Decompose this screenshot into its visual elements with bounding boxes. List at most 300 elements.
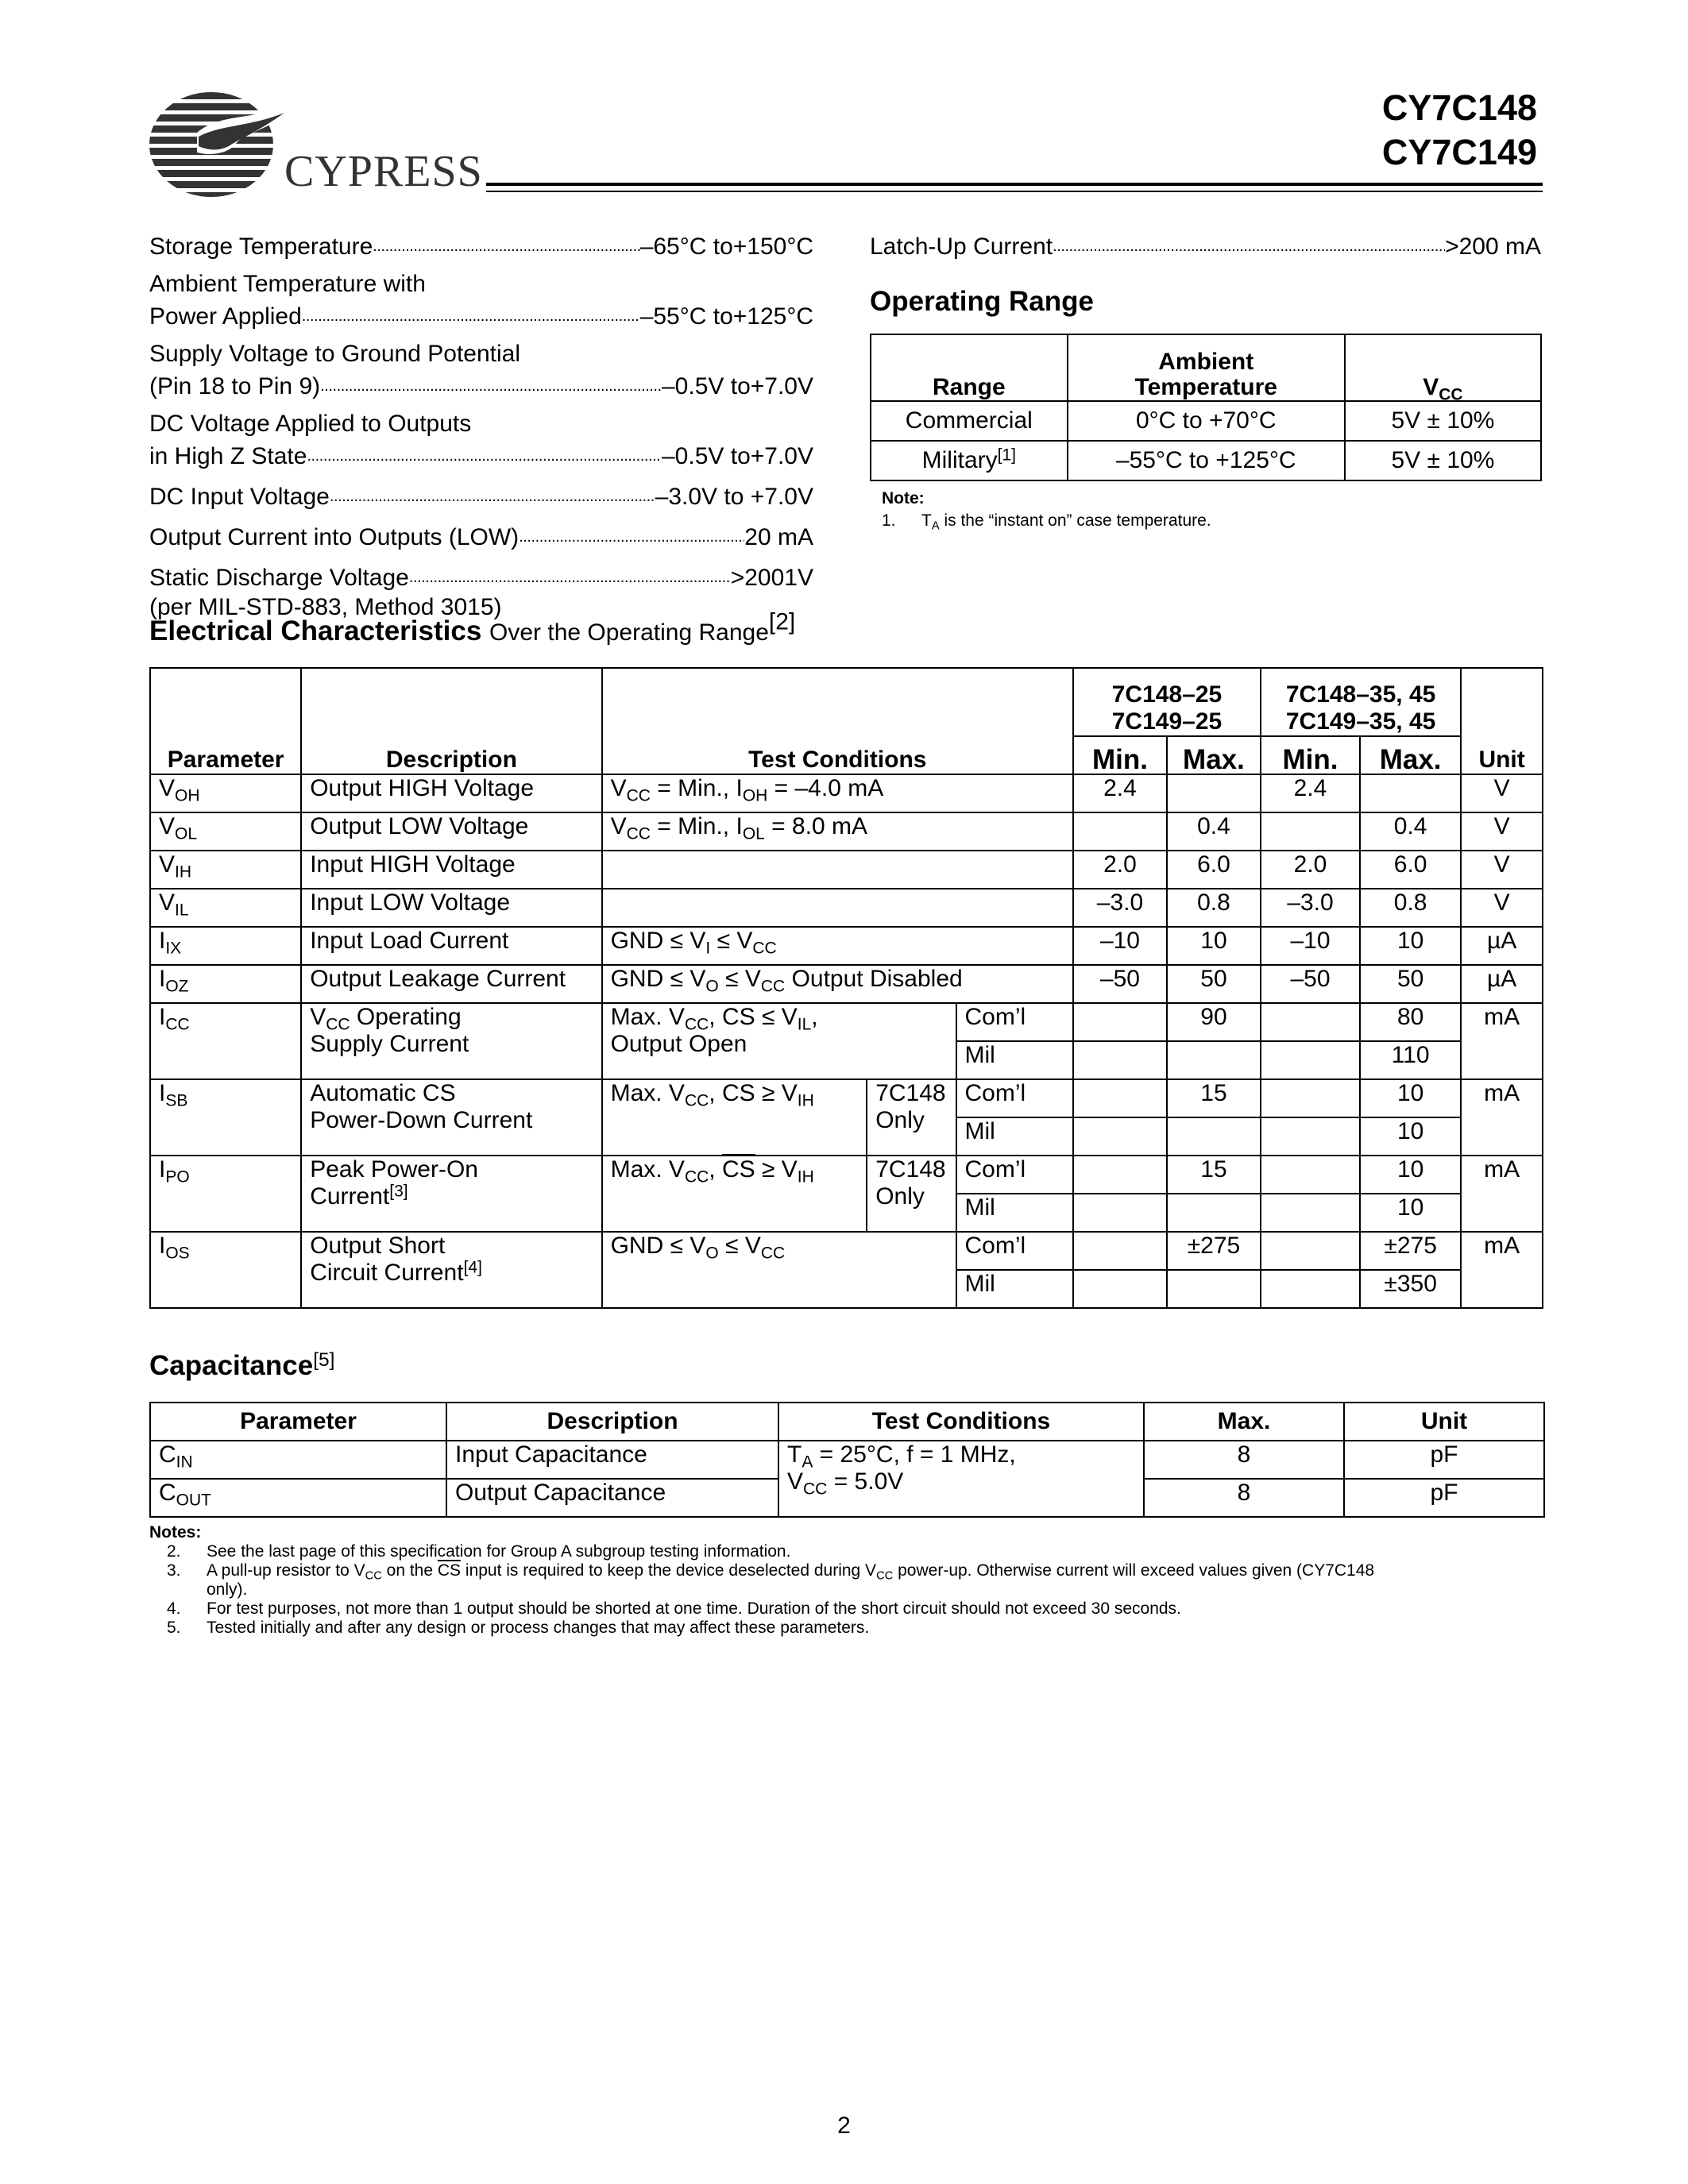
param-symbol: V: [159, 851, 176, 878]
header-ambient: [1068, 334, 1345, 401]
header-parameter: Parameter: [150, 668, 301, 774]
cypress-tree-icon: [149, 89, 292, 200]
cell-parameter: [150, 927, 301, 965]
cell-test-conditions: [778, 1441, 1144, 1517]
param-subscript: OZ: [165, 977, 189, 996]
cell-max: ±275: [1167, 1232, 1261, 1270]
cell-max: 15: [1167, 1079, 1261, 1117]
header-test-conditions: Test Conditions: [778, 1403, 1144, 1441]
cell-min: 2.0: [1261, 851, 1360, 889]
rating-label: Power Applied: [149, 303, 302, 330]
header-range: Range: [871, 334, 1068, 401]
cell-unit: µA: [1461, 927, 1543, 965]
desc-text: Power-Down Current: [310, 1107, 533, 1133]
rating-ambient-temp: [149, 269, 813, 331]
cell-description: [301, 1079, 601, 1156]
header-unit: Unit: [1344, 1403, 1544, 1441]
cell-range: Commercial: [871, 401, 1068, 441]
cell-min: 2.0: [1073, 851, 1167, 889]
tc-text: = Min., I: [650, 775, 743, 801]
tc-text: V: [610, 775, 627, 801]
cell-max: [1167, 1194, 1261, 1232]
cell-max: 6.0: [1360, 851, 1461, 889]
electrical-characteristics-table: [149, 667, 1543, 1309]
cell-description: [301, 1232, 601, 1308]
cell-description: Input Load Current: [301, 927, 601, 965]
cell-min: [1073, 1003, 1167, 1041]
tc-subscript: OH: [742, 786, 768, 805]
cell-grade-commercial: Com’l: [956, 1003, 1073, 1041]
cell-unit: V: [1461, 889, 1543, 927]
cell-max: 10: [1360, 1194, 1461, 1232]
cell-temp: 0°C to +70°C: [1068, 401, 1345, 441]
desc-text: Circuit Current: [310, 1260, 464, 1286]
rating-value: –55°C to+125°C: [639, 303, 813, 330]
note-number: 5.: [167, 1619, 181, 1637]
cell-description: Input HIGH Voltage: [301, 851, 601, 889]
table-row: [150, 1441, 1544, 1479]
cell-max: 6.0: [1167, 851, 1261, 889]
cell-description: Input LOW Voltage: [301, 889, 601, 927]
cell-min: 2.4: [1073, 774, 1167, 812]
cell-parameter: [150, 812, 301, 851]
cell-parameter: [150, 1003, 301, 1079]
cell-max: 50: [1360, 965, 1461, 1003]
cell-max: 0.4: [1167, 812, 1261, 851]
cell-max: 10: [1360, 1156, 1461, 1194]
part-number-1: CY7C148: [1381, 87, 1537, 128]
electrical-characteristics-title: [149, 608, 796, 647]
cell-min: [1261, 1270, 1360, 1308]
desc-text: Current: [310, 1183, 390, 1210]
cell-description: Output HIGH Voltage: [301, 774, 601, 812]
capacitance-title: [149, 1350, 334, 1382]
cell-min: [1261, 1194, 1360, 1232]
rating-value: –0.5V to+7.0V: [662, 443, 813, 469]
page-number: 2: [837, 2113, 851, 2139]
param-subscript: PO: [165, 1167, 190, 1187]
cell-max: 8: [1144, 1479, 1344, 1517]
rating-label: DC Voltage Applied to Outputs: [149, 411, 472, 437]
tc-subscript: CC: [684, 1091, 709, 1110]
param-subscript: IX: [165, 939, 182, 958]
tc-text: ≤ V: [718, 966, 761, 992]
cell-max: [1167, 1041, 1261, 1079]
tc-text: V: [610, 813, 627, 839]
tc-subscript: IH: [797, 1167, 814, 1187]
section-title: Electrical Characteristics: [149, 615, 482, 646]
table-row: [871, 441, 1541, 480]
cell-min: –50: [1073, 965, 1167, 1003]
tc-text: ≥ V: [755, 1156, 798, 1183]
rating-label: Ambient Temperature with: [149, 271, 426, 297]
cell-max: 10: [1360, 927, 1461, 965]
note-subscript: A: [931, 519, 940, 533]
desc-text: Supply Current: [310, 1031, 469, 1057]
cell-test-conditions: [602, 1232, 956, 1308]
header-vcc: [1345, 334, 1541, 404]
tc-subscript: CC: [760, 1244, 786, 1263]
header-text: 7C148–35, 45: [1285, 681, 1436, 708]
note-heading: Note:: [882, 489, 925, 507]
param-symbol: I: [159, 928, 166, 954]
rating-value: –0.5V to+7.0V: [662, 373, 813, 399]
tc-text: GND ≤ V: [610, 928, 706, 954]
cell-min: [1261, 1156, 1360, 1194]
cell-unit: mA: [1461, 1232, 1543, 1308]
table-row: [150, 851, 1543, 889]
param-symbol: C: [159, 1441, 176, 1468]
cell-grade-military: Mil: [956, 1194, 1073, 1232]
rating-label: DC Input Voltage: [149, 484, 330, 510]
tc-subscript: CC: [752, 939, 777, 958]
tc-text: GND ≤ V: [610, 1233, 706, 1259]
cell-max: 8: [1144, 1441, 1344, 1479]
tc-text: GND ≤ V: [610, 966, 706, 992]
maximum-ratings: [149, 229, 813, 630]
param-subscript: IN: [176, 1453, 193, 1472]
table-row: [150, 774, 1543, 812]
cell-min: –3.0: [1073, 889, 1167, 927]
param-symbol: I: [159, 1004, 166, 1030]
rating-latch-up: [870, 229, 1541, 261]
cell-min: [1073, 812, 1167, 851]
tc-text: ,: [709, 1156, 722, 1183]
note-text: For test purposes, not more than 1 output should be shorted at one time. Duration of the short circuit should not exceed 30 seconds.: [207, 1599, 1181, 1618]
cell-unit: µA: [1461, 965, 1543, 1003]
cell-max: [1360, 774, 1461, 812]
header-text: 7C148–25: [1111, 681, 1223, 708]
part-number-2: CY7C149: [1381, 132, 1537, 172]
cell-unit: V: [1461, 812, 1543, 851]
tc-subscript: CC: [684, 1167, 709, 1187]
tc-text: , CS ≤ V: [709, 1004, 798, 1030]
footnote-ref: [5]: [313, 1349, 335, 1371]
rating-value: –3.0V to +7.0V: [655, 484, 813, 510]
rating-supply-voltage: [149, 339, 813, 401]
note-text: [207, 1561, 1545, 1599]
cell-grade-military: Mil: [956, 1117, 1073, 1156]
cell-min: [1073, 1041, 1167, 1079]
rating-label: Output Current into Outputs (LOW): [149, 524, 520, 550]
note-text: is the “instant on” case temperature.: [939, 511, 1211, 530]
note-item: [149, 1542, 1545, 1561]
cell-test-conditions: [602, 965, 1073, 1003]
cell-max: 10: [1167, 927, 1261, 965]
note-fragment: on the: [381, 1561, 438, 1580]
footnote-ref: [4]: [463, 1258, 482, 1277]
tc-text: , CS ≥ V: [709, 1080, 798, 1106]
cell-min: 2.4: [1261, 774, 1360, 812]
cell-min: [1261, 1041, 1360, 1079]
cell-device-only: [867, 1156, 956, 1232]
tc-text: $\overline{CS}$: [721, 1156, 755, 1183]
tc-text: = 25°C, f = 1 MHz,: [813, 1441, 1016, 1468]
footnote-ref: [1]: [997, 446, 1016, 465]
cell-grade-military: Mil: [956, 1041, 1073, 1079]
header-group-25: [1073, 668, 1261, 736]
header-rule: [486, 183, 1543, 186]
cell-test-conditions: [602, 1156, 867, 1232]
cell-description: Output LOW Voltage: [301, 812, 601, 851]
cell-max: 10: [1360, 1117, 1461, 1156]
cell-min: –3.0: [1261, 889, 1360, 927]
header-rule-thin: [486, 191, 1543, 192]
tc-text: V: [787, 1468, 804, 1495]
rating-value: 20 mA: [744, 524, 813, 550]
note-item: [149, 1561, 1545, 1599]
cell-test-conditions: [602, 1003, 956, 1079]
note-fragment: power-up. Otherwise current will exceed values given (CY7C148: [893, 1561, 1375, 1580]
tc-text: ≤ V: [718, 1233, 761, 1259]
notes-heading: Notes:: [149, 1523, 202, 1542]
cell-min: –50: [1261, 965, 1360, 1003]
note-fragment: input is required to keep the device deselected during V: [461, 1561, 877, 1580]
cell-max: 15: [1167, 1156, 1261, 1194]
cell-max: [1167, 1117, 1261, 1156]
rating-label: in High Z State: [149, 443, 307, 469]
header-text: Temperature: [1134, 374, 1277, 400]
desc-text: Operating: [350, 1004, 462, 1030]
header-description: Description: [301, 668, 601, 774]
cell-max: 50: [1167, 965, 1261, 1003]
note-fragment: only).: [207, 1580, 248, 1599]
tc-text: Max. V: [610, 1080, 685, 1106]
table-row: [871, 401, 1541, 441]
cell-min: [1261, 1232, 1360, 1270]
header-text: 7C149–35, 45: [1285, 708, 1436, 735]
cell-range: [871, 441, 1068, 480]
desc-subscript: CC: [326, 1015, 350, 1034]
note-subscript: CC: [365, 1569, 382, 1583]
operating-range-table: [870, 334, 1542, 481]
note-fragment: A pull-up resistor to V: [207, 1561, 365, 1580]
rating-static-discharge: [149, 560, 813, 622]
table-row: [150, 1003, 1543, 1041]
cell-max: ±275: [1360, 1232, 1461, 1270]
param-symbol: I: [159, 966, 166, 992]
tc-text: = 5.0V: [827, 1468, 904, 1495]
cell-test-conditions: [602, 774, 1073, 812]
header-max: Max.: [1167, 736, 1261, 774]
tc-subscript: O: [705, 977, 719, 996]
param-symbol: I: [159, 1156, 166, 1183]
cell-parameter: [150, 774, 301, 812]
cell-min: [1261, 1117, 1360, 1156]
cell-min: [1073, 1194, 1167, 1232]
cell-description: Output Leakage Current: [301, 965, 601, 1003]
table-row: [150, 889, 1543, 927]
note-fragment: $\overline{CS}$: [437, 1561, 462, 1580]
cell-min: –10: [1073, 927, 1167, 965]
capacitance-table: [149, 1402, 1545, 1518]
cell-description: Output Capacitance: [446, 1479, 778, 1517]
tc-subscript: IH: [797, 1091, 814, 1110]
desc-text: Automatic CS: [310, 1080, 456, 1106]
cell-unit: V: [1461, 851, 1543, 889]
param-symbol: V: [159, 775, 176, 801]
logo-wordmark: CYPRESS: [284, 147, 483, 196]
cell-grade-military: Mil: [956, 1270, 1073, 1308]
cell-parameter: [150, 1232, 301, 1308]
header-text: Ambient: [1158, 349, 1254, 375]
cell-test-conditions: [602, 812, 1073, 851]
note-number: 4.: [167, 1599, 181, 1618]
cell-vcc: 5V ± 10%: [1345, 401, 1541, 441]
cell-unit: mA: [1461, 1079, 1543, 1156]
param-symbol: V: [159, 889, 176, 916]
header-test-conditions: Test Conditions: [602, 668, 1073, 774]
cell-text: Military: [921, 447, 998, 473]
cell-min: [1073, 1079, 1167, 1117]
tc-text: 7C148: [875, 1080, 946, 1106]
table-row: [150, 1079, 1543, 1117]
footnote-ref: [3]: [389, 1182, 408, 1201]
operating-range-title: Operating Range: [870, 286, 1094, 317]
param-subscript: SB: [165, 1091, 188, 1110]
rating-dc-input-voltage: [149, 479, 813, 511]
desc-text: V: [310, 1004, 326, 1030]
table-row: [150, 927, 1543, 965]
notes: [149, 1523, 1545, 1638]
tc-text: ≤ V: [710, 928, 753, 954]
cell-device-only: [867, 1079, 956, 1156]
cell-min: [1073, 1156, 1167, 1194]
param-subscript: OUT: [176, 1491, 211, 1510]
tc-text: T: [787, 1441, 802, 1468]
table-row: [150, 1156, 1543, 1194]
tc-text: Output Open: [610, 1031, 747, 1057]
cell-min: [1073, 1117, 1167, 1156]
section-title: Capacitance: [149, 1350, 314, 1381]
cell-min: [1261, 1003, 1360, 1041]
tc-text: = 8.0 mA: [764, 813, 868, 839]
note-number: 3.: [167, 1561, 181, 1580]
rating-value: –65°C to+150°C: [639, 233, 813, 260]
desc-text: Peak Power-On: [310, 1156, 478, 1183]
cell-max: 110: [1360, 1041, 1461, 1079]
tc-subscript: CC: [626, 786, 651, 805]
section-subtitle: Over the Operating Range: [489, 619, 769, 646]
note-text: See the last page of this specification for Group A subgroup testing information.: [207, 1542, 791, 1561]
header-min: Min.: [1073, 736, 1167, 774]
header-unit: Unit: [1461, 668, 1543, 774]
cell-test-conditions: [602, 851, 1073, 889]
cell-grade-commercial: Com’l: [956, 1079, 1073, 1117]
cell-parameter: [150, 1479, 446, 1517]
header-parameter: Parameter: [150, 1403, 446, 1441]
note-item: [149, 1619, 1545, 1638]
tc-subscript: OL: [742, 824, 765, 843]
cell-max: 10: [1360, 1079, 1461, 1117]
cell-min: [1261, 812, 1360, 851]
cell-min: –10: [1261, 927, 1360, 965]
table-row: [150, 965, 1543, 1003]
cell-max: ±350: [1360, 1270, 1461, 1308]
header-text: V: [1423, 374, 1439, 400]
tc-subscript: CC: [626, 824, 651, 843]
rating-output-current: [149, 519, 813, 552]
param-subscript: IH: [175, 862, 192, 882]
tc-text: = –4.0 mA: [767, 775, 884, 801]
cell-max: 0.8: [1360, 889, 1461, 927]
cell-description: [301, 1156, 601, 1232]
note-number: 1.: [882, 511, 896, 530]
rating-label: (Pin 18 to Pin 9): [149, 373, 321, 399]
cell-parameter: [150, 889, 301, 927]
cell-min: [1261, 1079, 1360, 1117]
header-max: Max.: [1144, 1403, 1344, 1441]
param-subscript: OH: [175, 786, 200, 805]
param-subscript: IL: [175, 901, 189, 920]
tc-text: ,: [811, 1004, 818, 1030]
header-text: 7C149–25: [1111, 708, 1223, 735]
cell-description: [301, 1003, 601, 1079]
desc-text: Output Short: [310, 1233, 446, 1259]
cell-min: [1073, 1232, 1167, 1270]
cypress-logo: [149, 89, 483, 200]
tc-text: Max. V: [610, 1004, 685, 1030]
param-symbol: I: [159, 1080, 166, 1106]
cell-max: 80: [1360, 1003, 1461, 1041]
cell-vcc: 5V ± 10%: [1345, 441, 1541, 480]
header-group-35-45: [1261, 668, 1461, 736]
tc-text: 7C148: [875, 1156, 946, 1183]
tc-text: Output Disabled: [785, 966, 963, 992]
rating-value: >200 mA: [1445, 233, 1541, 260]
rating-label: Latch-Up Current: [870, 233, 1053, 260]
note-text: T: [921, 511, 932, 530]
cell-unit: mA: [1461, 1156, 1543, 1232]
header-max: Max.: [1360, 736, 1461, 774]
tc-subscript: CC: [684, 1015, 709, 1034]
cell-test-conditions: [602, 889, 1073, 927]
cell-parameter: [150, 1441, 446, 1479]
rating-storage-temp: [149, 229, 813, 261]
cell-min: [1073, 1270, 1167, 1308]
tc-subscript: IL: [797, 1015, 812, 1034]
cell-test-conditions: [602, 927, 1073, 965]
cell-parameter: [150, 1156, 301, 1232]
table-row: [150, 812, 1543, 851]
tc-subscript: A: [802, 1453, 813, 1472]
param-subscript: OL: [175, 824, 198, 843]
tc-subscript: I: [705, 939, 711, 958]
rating-label: (per MIL-STD-883, Method 3015): [149, 594, 502, 620]
header-min: Min.: [1261, 736, 1360, 774]
header-description: Description: [446, 1403, 778, 1441]
tc-subscript: O: [705, 1244, 719, 1263]
param-symbol: I: [159, 1233, 166, 1259]
cell-unit: V: [1461, 774, 1543, 812]
cell-max: 0.8: [1167, 889, 1261, 927]
cell-unit: pF: [1344, 1441, 1544, 1479]
operating-range-note: [882, 488, 1211, 532]
cell-parameter: [150, 965, 301, 1003]
cell-max: 90: [1167, 1003, 1261, 1041]
tc-subscript: CC: [760, 977, 786, 996]
cell-unit: mA: [1461, 1003, 1543, 1079]
table-row: [150, 1232, 1543, 1270]
note-number: 2.: [167, 1542, 181, 1561]
param-subscript: CC: [165, 1015, 190, 1034]
tc-text: Only: [875, 1107, 925, 1133]
cell-grade-commercial: Com’l: [956, 1232, 1073, 1270]
param-subscript: OS: [165, 1244, 190, 1263]
footnote-ref: [2]: [768, 608, 796, 635]
cell-max: 0.4: [1360, 812, 1461, 851]
cell-description: Input Capacitance: [446, 1441, 778, 1479]
